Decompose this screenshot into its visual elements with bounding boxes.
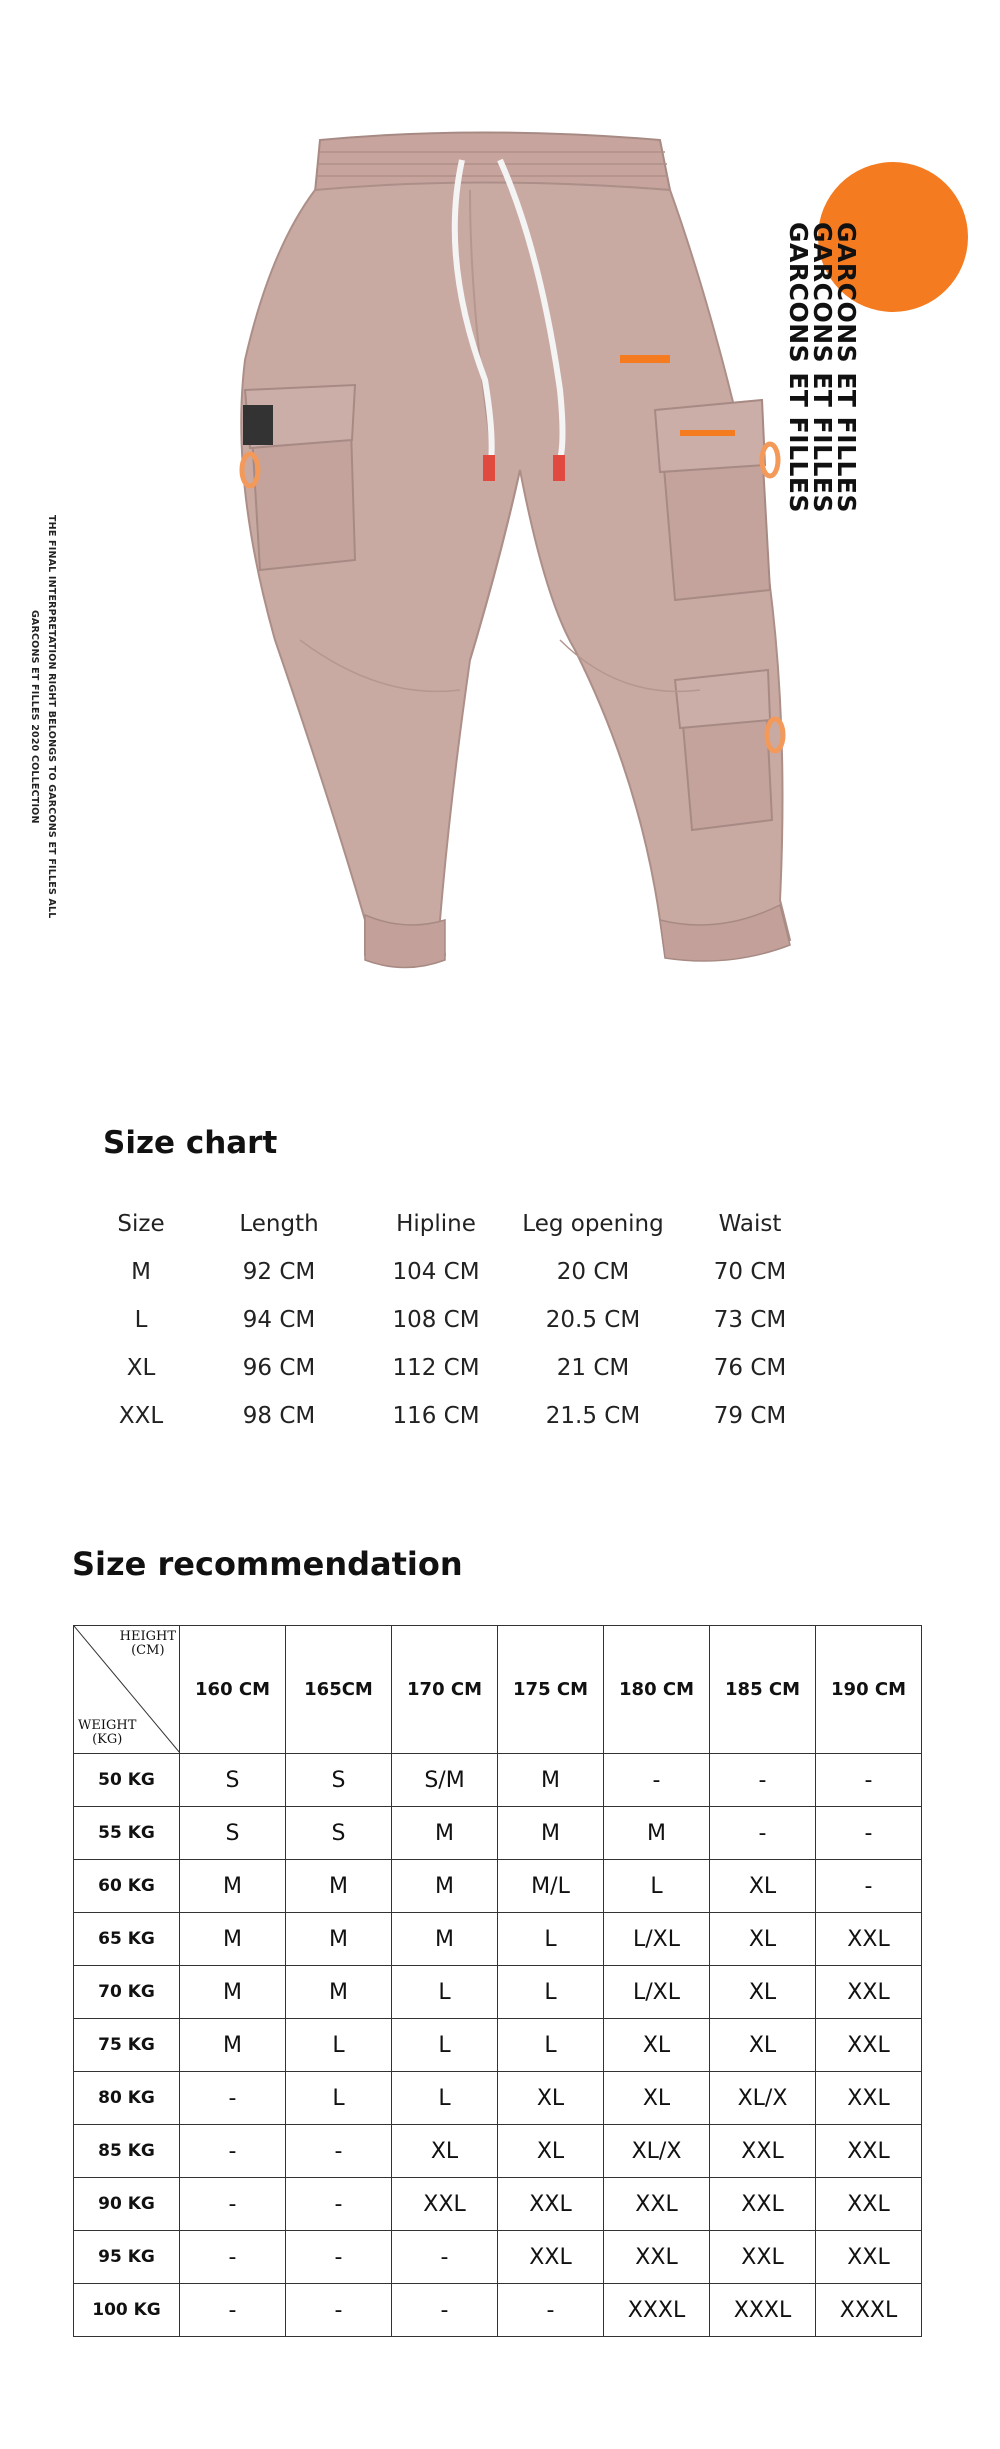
size-chart-cell: 20.5 CM [545, 1307, 641, 1333]
height-column-header: 175 CM [498, 1626, 604, 1754]
recommended-size-cell: M [180, 1913, 286, 1966]
recommended-size-cell: M [286, 1860, 392, 1913]
recommended-size-cell: - [180, 2178, 286, 2231]
recommendation-row [74, 2284, 922, 2337]
recommended-size-cell: S [180, 1754, 286, 1807]
recommended-size-cell: XXL [604, 2178, 710, 2231]
size-chart-cell: 98 CM [242, 1403, 316, 1429]
recommended-size-cell: XXL [710, 2125, 816, 2178]
recommended-size-cell: XXL [816, 2178, 922, 2231]
recommended-size-cell: M/L [498, 1860, 604, 1913]
recommended-size-cell: XL [498, 2072, 604, 2125]
size-chart-cell: 76 CM [713, 1355, 787, 1381]
height-column-header: 160 CM [180, 1626, 286, 1754]
size-chart-cell: 104 CM [392, 1259, 480, 1285]
recommended-size-cell: L [392, 2019, 498, 2072]
recommended-size-cell: XXXL [816, 2284, 922, 2337]
recommended-size-cell: M [286, 1913, 392, 1966]
recommendation-row [74, 1754, 922, 1807]
recommended-size-cell: - [816, 1807, 922, 1860]
size-chart-row [98, 1248, 812, 1296]
size-chart-cell: 108 CM [392, 1307, 480, 1333]
size-chart-header: Length [239, 1211, 319, 1237]
recommended-size-cell: XL/X [710, 2072, 816, 2125]
recommended-size-cell: - [180, 2072, 286, 2125]
weight-row-header: 60 KG [74, 1860, 180, 1913]
weight-row-header: 80 KG [74, 2072, 180, 2125]
weight-row-header: 100 KG [74, 2284, 180, 2337]
recommended-size-cell: - [816, 1754, 922, 1807]
recommendation-row [74, 2125, 922, 2178]
weight-row-header: 95 KG [74, 2231, 180, 2284]
recommended-size-cell: XXL [498, 2231, 604, 2284]
size-recommendation-title: Size recommendation [72, 1545, 463, 1583]
recommendation-row [74, 2019, 922, 2072]
recommendation-row [74, 1913, 922, 1966]
recommended-size-cell: - [180, 2231, 286, 2284]
size-chart-header: Hipline [396, 1211, 476, 1237]
weight-row-header: 50 KG [74, 1754, 180, 1807]
recommended-size-cell: XL [604, 2019, 710, 2072]
height-column-header: 165CM [286, 1626, 392, 1754]
size-chart-row [98, 1392, 812, 1440]
size-chart-cell: 96 CM [242, 1355, 316, 1381]
recommended-size-cell: S [286, 1754, 392, 1807]
brand-line-2: GARCONS ET FILLES [808, 222, 837, 514]
recommended-size-cell: L [498, 1966, 604, 2019]
size-chart-cell: 73 CM [713, 1307, 787, 1333]
weight-axis-label: WEIGHT (KG) [78, 1718, 137, 1747]
weight-row-header: 90 KG [74, 2178, 180, 2231]
weight-row-header: 70 KG [74, 1966, 180, 2019]
recommendation-row [74, 1807, 922, 1860]
recommended-size-cell: M [392, 1860, 498, 1913]
size-chart-header: Size [117, 1211, 165, 1237]
recommended-size-cell: L/XL [604, 1913, 710, 1966]
recommended-size-cell: S [180, 1807, 286, 1860]
weight-row-header: 85 KG [74, 2125, 180, 2178]
recommended-size-cell: XXL [816, 1966, 922, 2019]
recommended-size-cell: M [498, 1807, 604, 1860]
recommendation-row [74, 2231, 922, 2284]
recommended-size-cell: S [286, 1807, 392, 1860]
height-column-header: 180 CM [604, 1626, 710, 1754]
size-chart-cell: 112 CM [392, 1355, 480, 1381]
recommendation-row [74, 2072, 922, 2125]
recommended-size-cell: M [180, 1966, 286, 2019]
size-chart-cell: XXL [118, 1403, 164, 1429]
recommended-size-cell: XL [710, 1966, 816, 2019]
cargo-pants-image [0, 0, 1000, 1080]
weight-row-header: 65 KG [74, 1913, 180, 1966]
recommended-size-cell: - [710, 1754, 816, 1807]
recommended-size-cell: XXL [816, 2019, 922, 2072]
recommended-size-cell: XL [604, 2072, 710, 2125]
recommended-size-cell: M [392, 1807, 498, 1860]
copyright-line-1: THE FINAL INTERPRETATION RIGHT BELONGS TO GARCONS ET FILLES ALL [46, 515, 57, 919]
size-chart-row [98, 1344, 812, 1392]
size-chart-cell: 94 CM [242, 1307, 316, 1333]
brand-line-3: GARCONS ET FILLES [784, 222, 813, 514]
recommended-size-cell: XL [392, 2125, 498, 2178]
size-chart-cell: 116 CM [392, 1403, 480, 1429]
size-chart-cell: 70 CM [713, 1259, 787, 1285]
copyright-line-2: GARCONS ET FILLES 2020 COLLECTION [29, 609, 40, 824]
height-column-header: 185 CM [710, 1626, 816, 1754]
recommended-size-cell: - [816, 1860, 922, 1913]
recommendation-row [74, 1860, 922, 1913]
recommended-size-cell: - [710, 1807, 816, 1860]
recommended-size-cell: XXL [816, 1913, 922, 1966]
height-axis-label: HEIGHT (CM) [119, 1629, 176, 1658]
recommended-size-cell: - [180, 2284, 286, 2337]
recommended-size-cell: - [498, 2284, 604, 2337]
recommended-size-cell: - [392, 2231, 498, 2284]
size-chart-row [98, 1296, 812, 1344]
recommended-size-cell: XL [710, 1860, 816, 1913]
size-chart-header-row [98, 1200, 812, 1248]
recommended-size-cell: M [392, 1913, 498, 1966]
recommended-size-cell: XXL [710, 2178, 816, 2231]
recommended-size-cell: L [286, 2072, 392, 2125]
recommendation-header-row [74, 1626, 922, 1754]
recommended-size-cell: XL [498, 2125, 604, 2178]
recommended-size-cell: XL/X [604, 2125, 710, 2178]
recommended-size-cell: L [604, 1860, 710, 1913]
size-chart-cell: 20 CM [556, 1259, 630, 1285]
recommended-size-cell: - [286, 2231, 392, 2284]
recommended-size-cell: M [498, 1754, 604, 1807]
recommended-size-cell: L [286, 2019, 392, 2072]
size-chart-header: Waist [718, 1211, 782, 1237]
recommendation-row [74, 2178, 922, 2231]
size-chart-cell: 79 CM [713, 1403, 787, 1429]
recommended-size-cell: XXL [392, 2178, 498, 2231]
size-chart-table [98, 1200, 812, 1440]
size-chart-cell: 21 CM [556, 1355, 630, 1381]
corner-cell [74, 1626, 180, 1754]
weight-row-header: 75 KG [74, 2019, 180, 2072]
recommended-size-cell: XXL [604, 2231, 710, 2284]
recommended-size-cell: XL [710, 1913, 816, 1966]
recommended-size-cell: - [604, 1754, 710, 1807]
recommended-size-cell: XXL [816, 2125, 922, 2178]
recommended-size-cell: XXL [710, 2231, 816, 2284]
recommended-size-cell: M [286, 1966, 392, 2019]
recommended-size-cell: L [498, 1913, 604, 1966]
recommended-size-cell: L [392, 2072, 498, 2125]
recommended-size-cell: L [498, 2019, 604, 2072]
recommended-size-cell: - [392, 2284, 498, 2337]
size-chart-title: Size chart [103, 1125, 278, 1161]
height-column-header: 170 CM [392, 1626, 498, 1754]
size-chart-cell: 21.5 CM [545, 1403, 641, 1429]
recommended-size-cell: XL [710, 2019, 816, 2072]
recommended-size-cell: - [286, 2284, 392, 2337]
size-chart-cell: 92 CM [242, 1259, 316, 1285]
brand-line-1: GARCONS ET FILLES [832, 222, 861, 514]
recommended-size-cell: M [180, 1860, 286, 1913]
recommended-size-cell: - [286, 2178, 392, 2231]
height-column-header: 190 CM [816, 1626, 922, 1754]
recommended-size-cell: L/XL [604, 1966, 710, 2019]
recommended-size-cell: S/M [392, 1754, 498, 1807]
size-chart-header: Leg opening [522, 1211, 664, 1237]
recommendation-row [74, 1966, 922, 2019]
recommended-size-cell: L [392, 1966, 498, 2019]
size-chart-cell: M [131, 1259, 151, 1285]
recommended-size-cell: XXXL [604, 2284, 710, 2337]
recommended-size-cell: XXXL [710, 2284, 816, 2337]
recommended-size-cell: - [180, 2125, 286, 2178]
product-photo [0, 0, 1000, 1080]
recommended-size-cell: M [604, 1807, 710, 1860]
size-chart-cell: L [134, 1307, 148, 1333]
recommended-size-cell: M [180, 2019, 286, 2072]
weight-row-header: 55 KG [74, 1807, 180, 1860]
recommended-size-cell: XXL [498, 2178, 604, 2231]
size-chart-cell: XL [126, 1355, 156, 1381]
size-recommendation-table [73, 1625, 922, 2337]
recommended-size-cell: XXL [816, 2072, 922, 2125]
recommended-size-cell: XXL [816, 2231, 922, 2284]
recommended-size-cell: - [286, 2125, 392, 2178]
